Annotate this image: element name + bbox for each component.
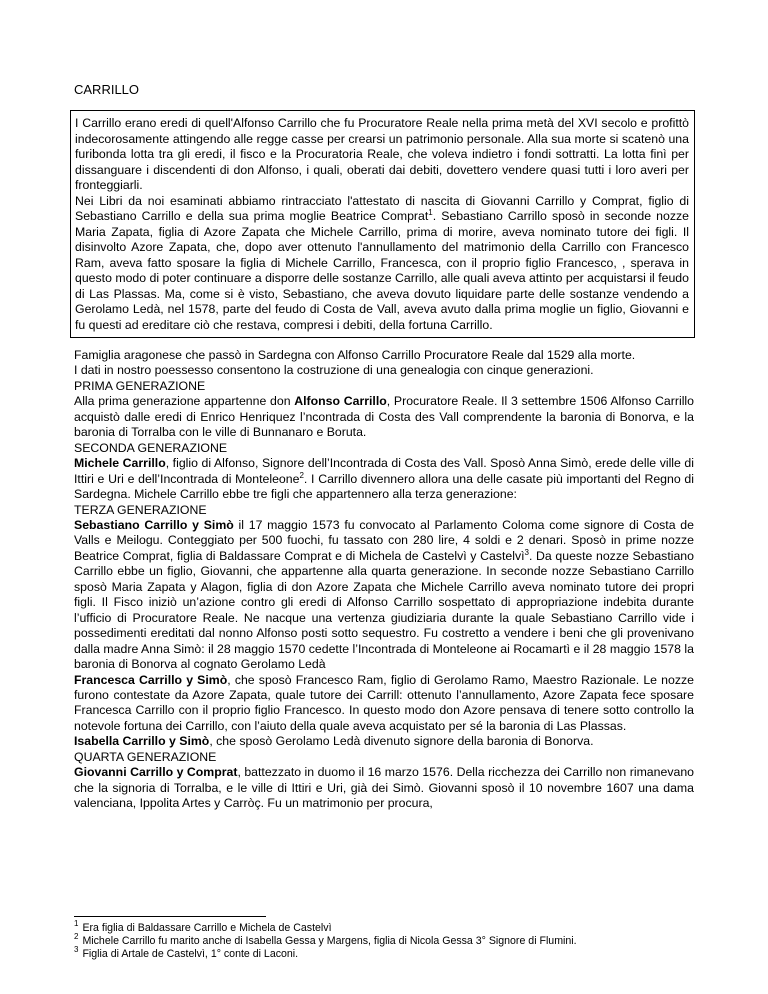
footnote-number: 1: [74, 919, 79, 929]
isa-text: , che sposò Gerolamo Ledà divenuto signore della baronia di Bonorva.: [209, 734, 594, 749]
footnotes: [74, 919, 694, 961]
footnote-text: Era figlia di Baldassare Carrillo e Michela de Castelvì: [82, 922, 332, 934]
francesca-paragraph: [74, 673, 694, 735]
footnote-ref-1[interactable]: 1: [428, 207, 433, 217]
summary-text-1: I Carrillo erano eredi di quell'Alfonso Carrillo che fu Procuratore Reale nella prima metà del XVI secolo e profittò indecorosamente attingendo alle regge casse per crearsi un patrimonio personale. Alla sua morte si scatenò una furibonda lotta tra gli eredi, il fisco e la Procuratoria Reale, che voleva indietro i fondi sottratti. La lotta finì per dissanguare i discendenti di don Alfonso, i quali, oberati dai debiti, dovettero vendere quasi tutti i loro averi per fronteggiarli.: [75, 116, 689, 192]
document-body: [74, 348, 694, 812]
summary-paragraph-1: [75, 116, 689, 194]
gen1-text-a: Alla prima generazione appartenne don: [74, 394, 295, 409]
gen2-text-a: , figlio di Alfonso, Signore dell’Incontrada di Costa des Vall. Sposò Anna Simò, erede delle ville di Ittiri e Uri e dell’Incontrada di Monteleone: [74, 456, 694, 486]
section-heading-third-generation: TERZA GENERAZIONE: [74, 502, 207, 517]
intro-paragraph-1: Famiglia aragonese che passò in Sardegna con Alfonso Carrillo Procuratore Reale dal 1529 alla morte.: [74, 348, 636, 362]
first-generation-paragraph: [74, 394, 694, 440]
footnote: [74, 945, 694, 961]
footnote-ref-3[interactable]: 3: [524, 547, 529, 557]
section-heading-first-generation: PRIMA GENERAZIONE: [74, 378, 206, 393]
person-name-giovanni: Giovanni Carrillo y Comprat: [74, 765, 238, 780]
footnote-separator: [74, 916, 266, 917]
footnote: [74, 919, 694, 935]
footnote-number: 3: [74, 945, 79, 955]
person-name-michele: Michele Carrillo: [74, 456, 166, 471]
intro-paragraph-2: I dati in nostro poessesso consentono la costruzione di una genealogia con cinque generazioni.: [74, 363, 594, 378]
giovanni-paragraph: [74, 765, 694, 811]
section-heading-fourth-generation: QUARTA GENERAZIONE: [74, 749, 217, 764]
person-name-francesca: Francesca Carrillo y Simò: [74, 672, 228, 687]
section-heading-second-generation: SECONDA GENERAZIONE: [74, 440, 228, 455]
person-name-alfonso: Alfonso Carrillo: [294, 394, 387, 409]
second-generation-paragraph: [74, 456, 694, 502]
summary-text-2b: . Sebastiano Carrillo sposò in seconde nozze Maria Zapata, figlia di Azore Zapata che Michele Carrillo, prima di morire, aveva nominato tutore dei figli. Il disinvolto Azore Zapata, che, dopo aver ottenuto l'annullamento del matrimonio della Carrillo con Francesco Ram, aveva fatto sposare la figlia di Michele Carrillo, Francesca, con il proprio figlio Francesco, , sperava in questo modo di poter continuare a disporre delle sostanze Carrillo, alle quali aveva attinto per acquistarsi il feudo di Las Plassas. Ma, come si è visto, Sebastiano, che aveva dovuto liquidare parte delle sostanze vendendo a Gerolamo Ledà, nel 1578, parte del feudo di Costa de Vall, aveva avuto dalla prima moglie un figlio, Giovanni e fu questi ad ereditare ciò che restava, compresi i debiti, della fortuna Carrillo.: [75, 209, 689, 332]
seb-text-b: . Da queste nozze Sebastiano Carrillo ebbe un figlio, Giovanni, che appartenne alla quarta generazione. In seconde nozze Sebastiano Carrillo sposò Maria Zapata y Alagon, figlia di don Azore Zapata che Michele Carrillo aveva nominato tutore dei propri figli. Il Fisco iniziò un’azione contro gli eredi di Alfonso Carrillo sospettato di appropriazione indebita durante l’ufficio di Procuratore Reale. Ne nacque una vertenza giudiziaria durante la quale Sebastiano Carrillo vide i possedimenti ereditati dal nonno Alfonso posti sotto sequestro. Fu costretto a vendere i beni che gli provenivano dalla madre Anna Simò: il 28 maggio 1570 cedette l’Incontrada di Monteleone ai Rocamartì e il 28 maggio 1578 la baronia di Bonorva al cognato Gerolamo Ledà: [74, 548, 694, 672]
isabella-paragraph: [74, 734, 694, 749]
gio-text: , battezzato in duomo il 16 marzo 1576. Della ricchezza dei Carrillo non rimanevano che la signoria di Torralba, e le ville di Ittiri e Uri, già dei Simò. Giovanni sposò il 10 novembre 1607 una dama valenciana, Ippolita Artes y Carròç. Fu un matrimonio per procura,: [74, 765, 694, 811]
footnote-number: 2: [74, 932, 79, 942]
fra-text: , che sposò Francesco Ram, figlio di Gerolamo Ramo, Maestro Razionale. Le nozze furono contestate da Azore Zapata, quale tutore dei Carrill: ottenuto l’annullamento, Azore Zapata fece sposare Francesca Carrillo con il proprio figlio Francesco. In questo modo don Azore pensava di tenere sotto controllo la notevole fortuna dei Carrillo, con l’aiuto della quale aveva acquistato per sé la baronia di Las Plassas.: [74, 672, 694, 733]
summary-paragraph-2: [75, 194, 689, 334]
person-name-sebastiano: Sebastiano Carrillo y Simò: [74, 517, 234, 532]
footnote-ref-2[interactable]: 2: [299, 470, 304, 480]
footnote: [74, 932, 694, 948]
footnote-text: Michele Carrillo fu marito anche di Isabella Gessa y Margens, figlia di Nicola Gessa 3° Signore di Flumini.: [82, 935, 577, 947]
gen1-text-b: , Procuratore Reale. Il 3 settembre 1506 Alfonso Carrillo acquistò dalle eredi di Enrico Henriquez l’ncontrada di Costa des Vall comprendente la baronia di Bonorva, e la baronia di Torralba con le ville di Bunnanaro e Boruta.: [74, 394, 694, 440]
summary-box: [70, 110, 695, 338]
summary-text-2a: Nei Libri da noi esaminati abbiamo rintracciato l'attestato di nascita di Giovanni Carrillo y Comprat, figlio di Sebastiano Carrillo e della sua prima moglie Beatrice Comprat: [75, 193, 689, 223]
seb-text-a: il 17 maggio 1573 fu convocato al Parlamento Coloma come signore di Costa de Valls e Meilogu. Conteggiato per 500 fuochi, fu tassato con 280 lire, 4 soldi e 2 denari. Sposò in prime nozze Beatrice Comprat, figlia di Baldassare Comprat e di Michela de Castelvì y Castelvì: [74, 517, 694, 563]
footnote-text: Figlia di Artale de Castelvì, 1° conte di Laconi.: [82, 948, 299, 960]
page-title: CARRILLO: [74, 82, 140, 97]
sebastiano-paragraph: [74, 518, 694, 673]
gen2-text-b: . I Carrillo divennero allora una delle casate più importanti del Regno di Sardegna. Michele Carrillo ebbe tre figli che appartennero alla terza generazione:: [74, 471, 694, 502]
person-name-isabella: Isabella Carrillo y Simò: [74, 734, 210, 749]
